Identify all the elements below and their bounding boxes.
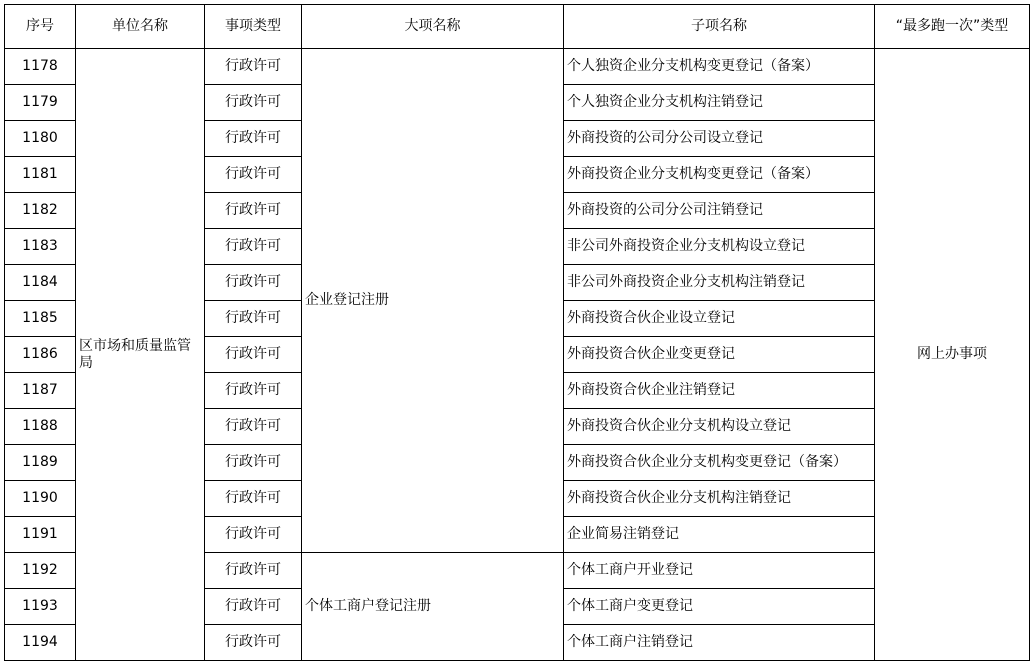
sub-item-cell: 非公司外商投资企业分支机构注销登记 <box>564 265 875 301</box>
seq-cell: 1182 <box>5 193 76 229</box>
matter-type-cell: 行政许可 <box>205 553 302 589</box>
header-class: “最多跑一次”类型 <box>875 5 1030 49</box>
header-row <box>5 5 1030 49</box>
matter-type-cell: 行政许可 <box>205 85 302 121</box>
seq-cell: 1183 <box>5 229 76 265</box>
sub-item-cell: 外商投资的公司分公司设立登记 <box>564 121 875 157</box>
matter-type-cell: 行政许可 <box>205 121 302 157</box>
sub-item-cell: 个体工商户注销登记 <box>564 625 875 661</box>
seq-cell: 1191 <box>5 517 76 553</box>
seq-cell: 1187 <box>5 373 76 409</box>
matter-type-cell: 行政许可 <box>205 589 302 625</box>
matter-type-cell: 行政许可 <box>205 373 302 409</box>
matter-type-cell: 行政许可 <box>205 193 302 229</box>
seq-cell: 1193 <box>5 589 76 625</box>
seq-cell: 1181 <box>5 157 76 193</box>
seq-cell: 1188 <box>5 409 76 445</box>
sub-item-cell: 个体工商户开业登记 <box>564 553 875 589</box>
sub-item-cell: 外商投资合伙企业分支机构设立登记 <box>564 409 875 445</box>
matter-type-cell: 行政许可 <box>205 625 302 661</box>
matter-type-cell: 行政许可 <box>205 265 302 301</box>
table-body <box>5 49 1030 661</box>
sub-item-cell: 外商投资合伙企业注销登记 <box>564 373 875 409</box>
seq-cell: 1192 <box>5 553 76 589</box>
matter-type-cell: 行政许可 <box>205 229 302 265</box>
seq-cell: 1184 <box>5 265 76 301</box>
matter-type-cell: 行政许可 <box>205 157 302 193</box>
unit-name-cell: 区市场和质量监管局 <box>76 49 205 661</box>
category-cell: 网上办事项 <box>875 49 1030 661</box>
sub-item-cell: 个人独资企业分支机构变更登记（备案） <box>564 49 875 85</box>
matter-type-cell: 行政许可 <box>205 49 302 85</box>
matter-type-cell: 行政许可 <box>205 517 302 553</box>
seq-cell: 1180 <box>5 121 76 157</box>
matter-type-cell: 行政许可 <box>205 445 302 481</box>
seq-cell: 1194 <box>5 625 76 661</box>
sub-item-cell: 外商投资合伙企业分支机构注销登记 <box>564 481 875 517</box>
header-unit: 单位名称 <box>76 5 205 49</box>
matter-type-cell: 行政许可 <box>205 337 302 373</box>
sub-item-cell: 外商投资的公司分公司注销登记 <box>564 193 875 229</box>
sub-item-cell: 个体工商户变更登记 <box>564 589 875 625</box>
header-seq: 序号 <box>5 5 76 49</box>
sub-item-cell: 外商投资合伙企业设立登记 <box>564 301 875 337</box>
matter-type-cell: 行政许可 <box>205 409 302 445</box>
header-major: 大项名称 <box>302 5 564 49</box>
seq-cell: 1186 <box>5 337 76 373</box>
matters-table <box>4 4 1030 661</box>
seq-cell: 1185 <box>5 301 76 337</box>
sub-item-cell: 企业简易注销登记 <box>564 517 875 553</box>
seq-cell: 1179 <box>5 85 76 121</box>
sub-item-cell: 外商投资企业分支机构变更登记（备案） <box>564 157 875 193</box>
major-item-cell: 企业登记注册 <box>302 49 564 553</box>
sub-item-cell: 个人独资企业分支机构注销登记 <box>564 85 875 121</box>
seq-cell: 1189 <box>5 445 76 481</box>
seq-cell: 1190 <box>5 481 76 517</box>
seq-cell: 1178 <box>5 49 76 85</box>
major-item-cell: 个体工商户登记注册 <box>302 553 564 661</box>
sub-item-cell: 非公司外商投资企业分支机构设立登记 <box>564 229 875 265</box>
header-sub: 子项名称 <box>564 5 875 49</box>
table-row <box>5 49 1030 85</box>
sub-item-cell: 外商投资合伙企业变更登记 <box>564 337 875 373</box>
matter-type-cell: 行政许可 <box>205 301 302 337</box>
header-type: 事项类型 <box>205 5 302 49</box>
matter-type-cell: 行政许可 <box>205 481 302 517</box>
sub-item-cell: 外商投资合伙企业分支机构变更登记（备案） <box>564 445 875 481</box>
